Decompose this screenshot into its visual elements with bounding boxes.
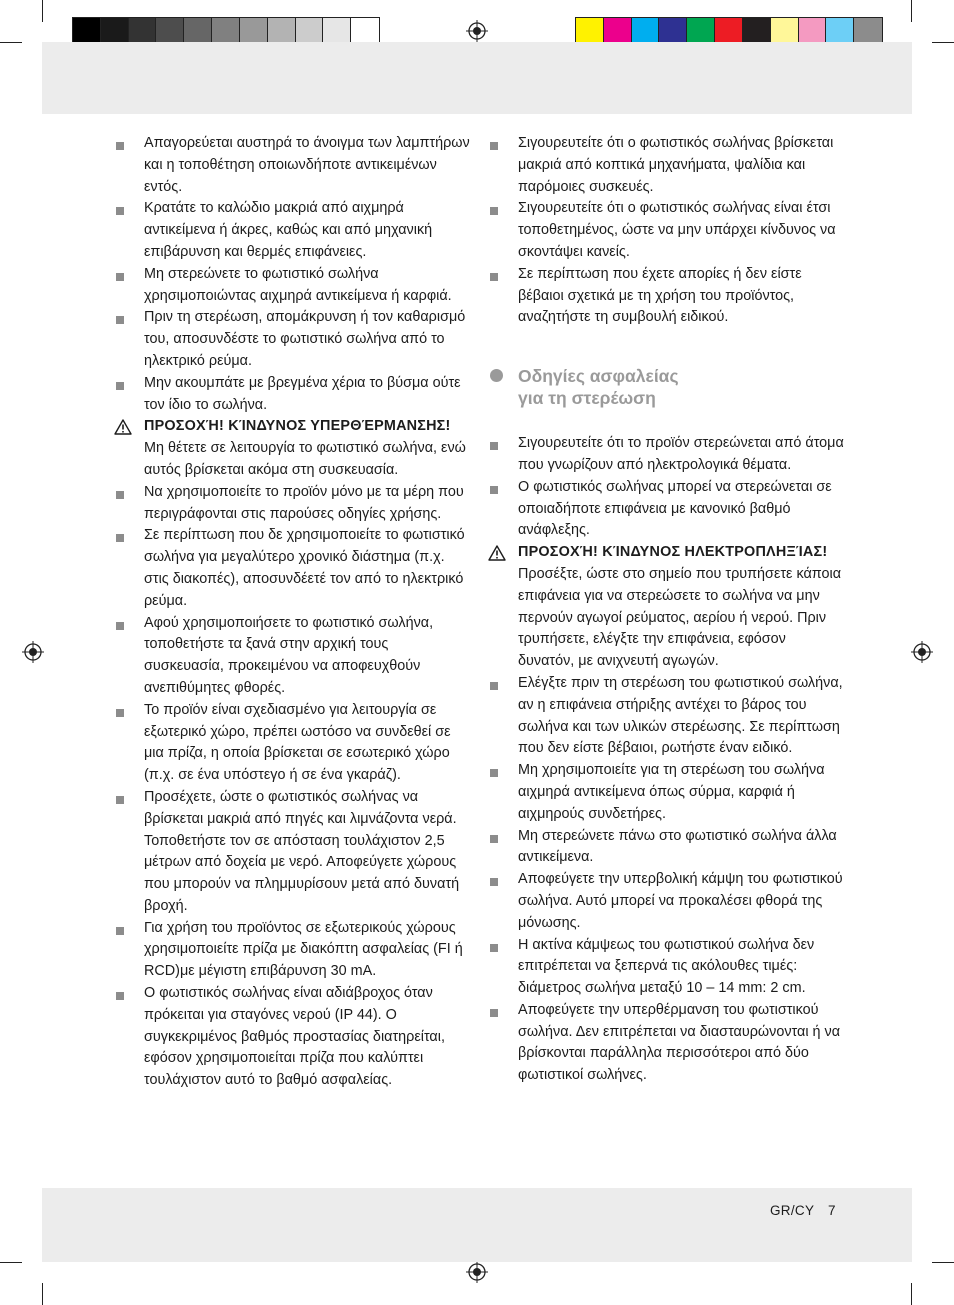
color-swatch bbox=[296, 18, 324, 45]
square-bullet-icon bbox=[116, 382, 124, 390]
square-bullet-icon bbox=[490, 442, 498, 450]
list-item-text: Το προϊόν είναι σχεδιασμένο για λειτουργία σε εξωτερικό χώρο, πρέπει ωστόσο να συνδεθεί σε μια πρίζα, η οποία βρίσκεται σε εσωτερικό χώρο (π.χ. σε ένα υπόστεγο ή σε ένα γκαράζ). bbox=[144, 701, 451, 784]
list-item-text: Σε περίπτωση που έχετε απορίες ή δεν είστε βέβαιοι σχετικά με τη χρήση του προϊόντος, αναζητήστε τη συμβουλή ειδικού. bbox=[518, 265, 802, 326]
crop-mark bbox=[932, 42, 954, 43]
list-item bbox=[116, 482, 471, 526]
color-swatch bbox=[184, 18, 212, 45]
list-item bbox=[116, 918, 471, 983]
list-item bbox=[490, 760, 845, 825]
list-item-text: Μη στερεώνετε το φωτιστικό σωλήνα χρησιμοποιώντας αιχμηρά αντικείμενα ή καρφιά. bbox=[144, 265, 452, 304]
section-heading-line1: Οδηγίες ασφαλείας bbox=[518, 366, 679, 387]
square-bullet-icon bbox=[116, 273, 124, 281]
list-item-text: Σε περίπτωση που δε χρησιμοποιείτε το φωτιστικό σωλήνα για μεγαλύτερο χρονικό διάστημα (π.χ. στις διακοπές), αποσυνδέετέ τον από το ηλεκτρικό ρεύμα. bbox=[144, 527, 465, 609]
crop-mark bbox=[42, 1283, 43, 1305]
list-item bbox=[490, 264, 845, 329]
color-swatch bbox=[323, 18, 351, 45]
square-bullet-icon bbox=[116, 796, 124, 804]
color-swatch bbox=[268, 18, 296, 45]
list-item bbox=[116, 264, 471, 308]
square-bullet-icon bbox=[490, 142, 498, 150]
registration-mark-icon bbox=[466, 20, 488, 42]
warning-triangle-icon bbox=[488, 545, 506, 561]
crop-mark bbox=[0, 1262, 22, 1263]
list-item-text: Σιγουρευτείτε ότι το προϊόν στερεώνεται από άτομα που γνωρίζουν από ηλεκτρολογικά θέματα. bbox=[518, 435, 844, 473]
color-swatch bbox=[73, 18, 101, 45]
section-heading-line2: για τη στερέωση bbox=[518, 388, 656, 409]
color-swatch bbox=[351, 18, 379, 45]
square-bullet-icon bbox=[490, 273, 498, 281]
color-swatch bbox=[604, 18, 632, 45]
square-bullet-icon bbox=[116, 142, 124, 150]
list-item bbox=[116, 700, 471, 787]
crop-mark bbox=[932, 1262, 954, 1263]
crop-mark bbox=[42, 0, 43, 22]
color-swatch bbox=[799, 18, 827, 45]
square-bullet-icon bbox=[490, 835, 498, 843]
color-swatch bbox=[212, 18, 240, 45]
list-item-text: Μην ακουμπάτε με βρεγμένα χέρια το βύσμα ούτε τον ίδιο το σωλήνα. bbox=[144, 374, 461, 413]
list-item bbox=[116, 525, 471, 612]
list-item-text: Αφού χρησιμοποιήσετε το φωτιστικό σωλήνα, τοποθετήστε τα ξανά στην αρχική τους συσκευασία, προκειμένου να αποφευχθούν ανεπιθύμητες φθορές. bbox=[144, 614, 434, 696]
list-item-text: Πριν τη στερέωση, απομάκρυνση ή τον καθαρισμό του, αποσυνδέστε το φωτιστικό σωλήνα από το ηλεκτρικό ρεύμα. bbox=[144, 309, 466, 369]
list-item-text: Ο φωτιστικός σωλήνας μπορεί να στερεώνεται σε οποιαδήποτε επιφάνεια με κανονικό βαθμό ανάφλεξης. bbox=[518, 478, 832, 539]
square-bullet-icon bbox=[490, 1009, 498, 1017]
list-item-text: Σιγουρευτείτε ότι ο φωτιστικός σωλήνας είναι έτσι τοποθετημένος, ώστε να μην υπάρχει κίνδυνος να σκοντάψει κανείς. bbox=[518, 200, 836, 260]
square-bullet-icon bbox=[116, 992, 124, 1000]
color-swatch bbox=[771, 18, 799, 45]
crop-mark bbox=[0, 42, 22, 43]
list-item-text: Απαγορεύεται αυστηρά το άνοιγμα των λαμπτήρων και η τοποθέτηση οποιωνδήποτε αντικειμένων εντός. bbox=[144, 135, 470, 195]
square-bullet-icon bbox=[490, 486, 498, 494]
list-item-text: Για χρήση του προϊόντος σε εξωτερικούς χώρους χρησιμοποιείτε πρίζα με διακόπτη ασφαλείας (FI ή RCD)με μέγιστη επιβάρυνση 30 mA. bbox=[144, 919, 463, 980]
color-swatch bbox=[687, 18, 715, 45]
color-swatch bbox=[715, 18, 743, 45]
list-item bbox=[116, 198, 471, 263]
square-bullet-icon bbox=[116, 534, 124, 542]
list-item bbox=[490, 673, 845, 760]
list-item-text: Η ακτίνα κάμψεως του φωτιστικού σωλήνα δεν επιτρέπεται να ξεπερνά τις ακόλουθες τιμές: διάμετρος σωλήνα μεταξύ 10 – 14 mm: 2 cm. bbox=[518, 936, 815, 997]
square-bullet-icon bbox=[116, 207, 124, 215]
footer-language-label: GR/CY bbox=[770, 1203, 815, 1218]
list-item bbox=[116, 787, 471, 918]
square-bullet-icon bbox=[116, 491, 124, 499]
list-item-text: Ο φωτιστικός σωλήνας είναι αδιάβροχος όταν πρόκειται για σταγόνες νερού (IP 44). Ο συγκεκριμένος βαθμός προστασίας διατηρείται, εφόσον χρησιμοποιείται πρίζα που καλύπτει τουλάχιστον αυτό το βαθμό ασφαλείας. bbox=[144, 985, 445, 1089]
list-item-text: Μη χρησιμοποιείτε για τη στερέωση του σωλήνα αιχμηρά αντικείμενα όπως σύρμα, καρφιά ή αιχμηρούς συνδετήρες. bbox=[518, 762, 825, 822]
list-item bbox=[116, 983, 471, 1092]
list-item-text: Να χρησιμοποιείτε το προϊόν μόνο με τα μέρη που περιγράφονται στις παρούσες οδηγίες χρήσης. bbox=[144, 483, 464, 522]
square-bullet-icon bbox=[490, 878, 498, 886]
registration-mark-icon bbox=[466, 1261, 488, 1283]
color-swatch bbox=[576, 18, 604, 45]
list-item bbox=[490, 433, 845, 477]
warning-item bbox=[490, 542, 845, 673]
right-column bbox=[490, 133, 845, 1087]
section-heading bbox=[490, 365, 845, 409]
warning-text: Μη θέτετε σε λειτουργία το φωτιστικό σωλήνα, ενώ αυτός βρίσκεται ακόμα στη συσκευασία. bbox=[144, 440, 466, 478]
heading-bullet-icon bbox=[490, 369, 503, 382]
list-item-text: Σιγουρευτείτε ότι ο φωτιστικός σωλήνας βρίσκεται μακριά από κοπτικά μηχανήματα, ψαλίδια και παρόμοιες συσκευές. bbox=[518, 135, 834, 195]
square-bullet-icon bbox=[490, 944, 498, 952]
footer-band bbox=[42, 1188, 912, 1262]
header-band bbox=[42, 42, 912, 114]
list-item bbox=[490, 198, 845, 263]
list-item bbox=[490, 869, 845, 934]
square-bullet-icon bbox=[116, 709, 124, 717]
list-item bbox=[490, 1000, 845, 1087]
square-bullet-icon bbox=[116, 316, 124, 324]
color-swatch bbox=[826, 18, 854, 45]
list-item-text: Μη στερεώνετε πάνω στο φωτιστικό σωλήνα άλλα αντικείμενα. bbox=[518, 827, 837, 866]
square-bullet-icon bbox=[490, 769, 498, 777]
list-item-text: Προσέχετε, ώστε ο φωτιστικός σωλήνας να βρίσκεται μακριά από πηγές και λιμνάζοντα νερά. Τοποθετήστε τον σε απόσταση τουλάχιστον 2,5 μέτρων από δοχεία με νερό. Αποφεύγετε χώρους που μπορούν να πλημμυρίσουν μετά από δυνατή βροχή. bbox=[144, 788, 460, 914]
left-column bbox=[116, 133, 471, 1092]
color-swatch bbox=[129, 18, 157, 45]
warning-label: ΠΡΟΣΟΧΉ! ΚΊΝΔΥΝΟΣ ΥΠΕΡΘΈΡΜΑΝΣΗΣ! bbox=[144, 418, 451, 435]
color-swatch bbox=[743, 18, 771, 45]
square-bullet-icon bbox=[116, 622, 124, 630]
warning-triangle-icon bbox=[114, 419, 132, 435]
list-item-text: Ελέγξτε πριν τη στερέωση του φωτιστικού σωλήνα, αν η επιφάνεια στήριξης αντέχει το βάρος του σωλήνα και των υλικών στερέωσης. Σε περίπτωση που δεν είστε βέβαιοι, ρωτήστε έναν ειδικό. bbox=[518, 674, 843, 757]
warning-item bbox=[116, 416, 471, 481]
registration-mark-icon bbox=[911, 641, 933, 663]
list-item bbox=[116, 373, 471, 417]
list-item bbox=[116, 133, 471, 198]
warning-label: ΠΡΟΣΟΧΉ! ΚΊΝΔΥΝΟΣ ΗΛΕΚΤΡΟΠΛΗΞΊΑΣ! bbox=[518, 544, 828, 561]
list-item bbox=[116, 307, 471, 372]
square-bullet-icon bbox=[116, 927, 124, 935]
color-swatch bbox=[156, 18, 184, 45]
list-item bbox=[490, 477, 845, 542]
crop-mark bbox=[911, 1283, 912, 1305]
list-item bbox=[490, 133, 845, 198]
list-item-text: Αποφεύγετε την υπερβολική κάμψη του φωτιστικού σωλήνα. Αυτό μπορεί να προκαλέσει φθορά της μόνωσης. bbox=[518, 871, 843, 931]
color-swatch bbox=[659, 18, 687, 45]
crop-mark bbox=[911, 0, 912, 22]
list-item bbox=[490, 826, 845, 870]
color-swatch bbox=[854, 18, 882, 45]
color-swatch bbox=[240, 18, 268, 45]
page-number: 7 bbox=[828, 1203, 836, 1218]
square-bullet-icon bbox=[490, 682, 498, 690]
list-item-text: Αποφεύγετε την υπερθέρμανση του φωτιστικού σωλήνα. Δεν επιτρέπεται να διασταυρώνονται ή να βρίσκονται παράλληλα περισσότεροι από δύο φωτιστικοί σωλήνες. bbox=[518, 1001, 841, 1084]
list-item bbox=[116, 613, 471, 700]
list-item bbox=[490, 935, 845, 1000]
square-bullet-icon bbox=[490, 207, 498, 215]
color-swatch bbox=[101, 18, 129, 45]
registration-mark-icon bbox=[22, 641, 44, 663]
color-swatch bbox=[632, 18, 660, 45]
list-item-text: Κρατάτε το καλώδιο μακριά από αιχμηρά αντικείμενα ή άκρες, καθώς και από μηχανική επιβάρυνση και θερμές επιφάνειες. bbox=[144, 200, 433, 260]
warning-text: Προσέξτε, ώστε στο σημείο που τρυπήσετε κάποια επιφάνεια για να στερεώσετε το σωλήνα να μην περνούν αγωγοί ρεύματος, αερίου ή νερού. Πριν τρυπήσετε, ελέγξτε την επιφάνεια, εφόσον δυνατόν, με ανιχνευτή αγωγών. bbox=[518, 565, 842, 670]
